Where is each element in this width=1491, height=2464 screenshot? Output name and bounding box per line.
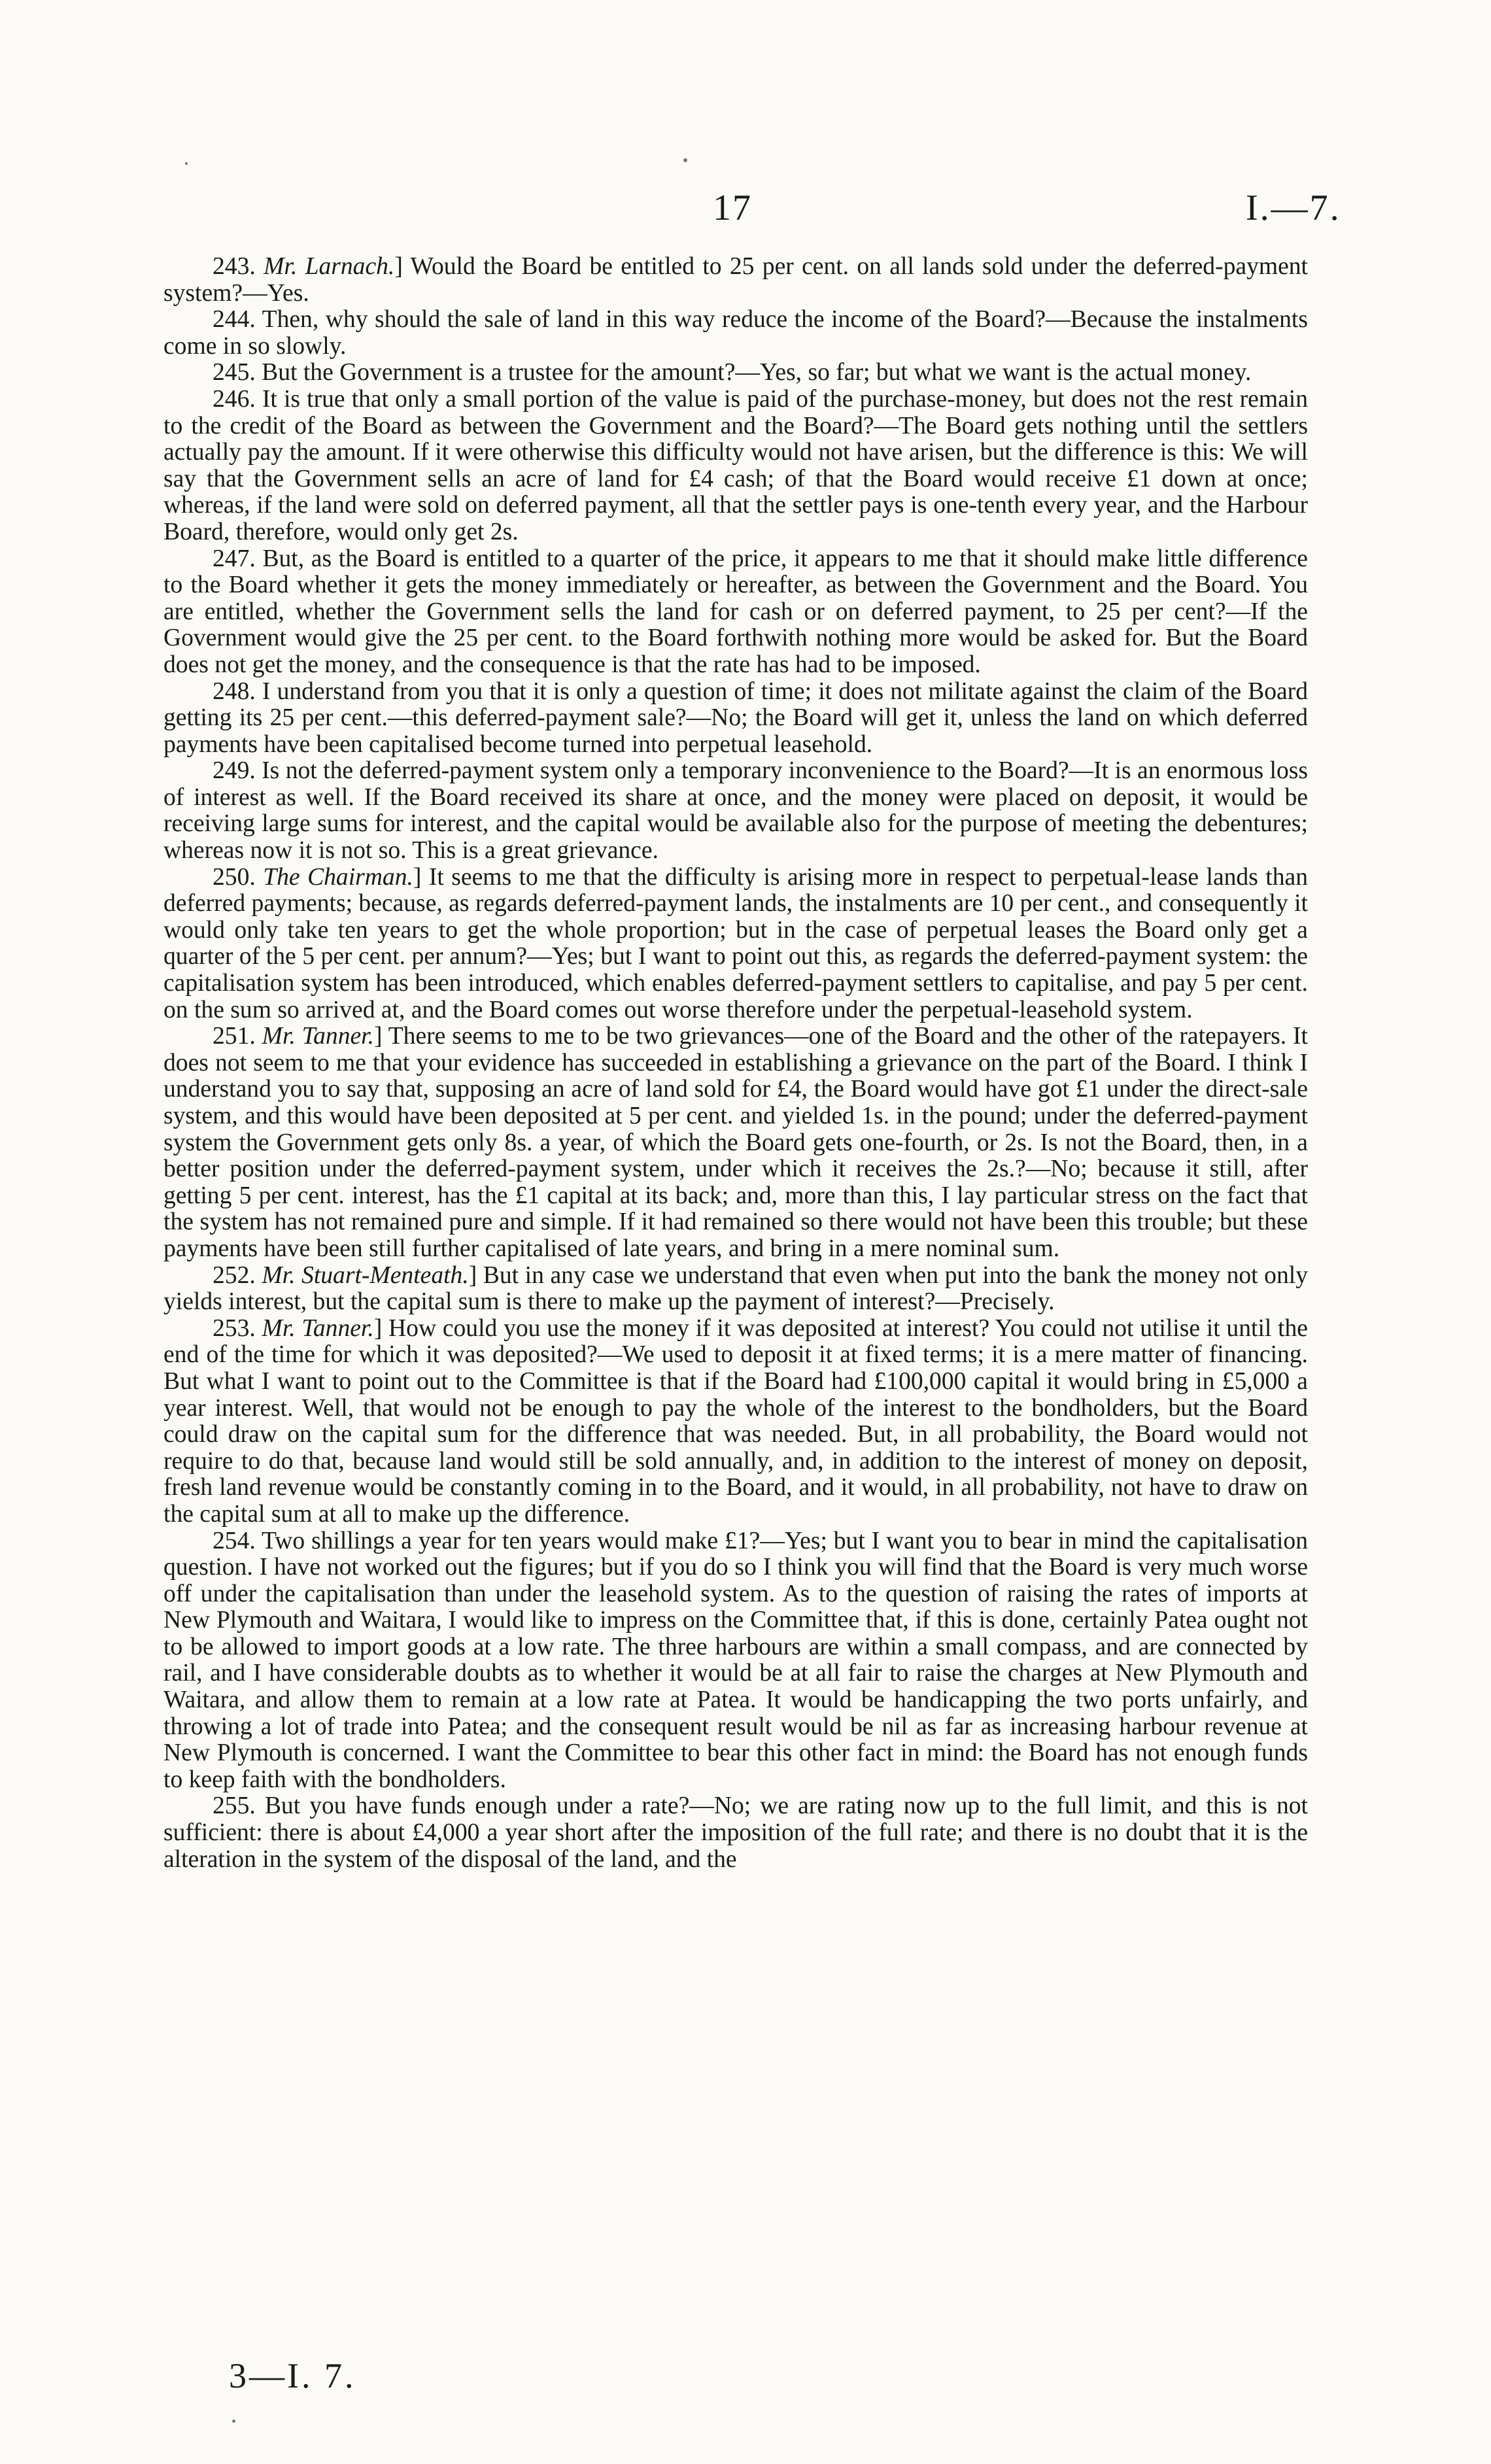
paragraph-250 — [163, 864, 1308, 1024]
paragraph-text: Is not the deferred-payment system only a temporary inconvenience to the Board?—It is an enormous loss of interest as well. If the Board received its share at once, and the money were placed on deposit, it would be receiving large sums for interest, and the capital would be available also for the purpose of meeting the debentures; whereas now it is not so. This is a great grievance. — [163, 757, 1308, 864]
paragraph-text: But you have funds enough under a rate?—No; we are rating now up to the full limit, and this is not sufficient: there is about £4,000 a year short after the imposition of the full rate; and there is no doubt that it is the alteration in the system of the disposal of the land, and the — [163, 1792, 1308, 1873]
paragraph-254 — [163, 1528, 1308, 1794]
evidence-body — [163, 254, 1308, 1873]
paragraph-248 — [163, 679, 1308, 759]
paragraph-251 — [163, 1023, 1308, 1262]
paragraph-text: ] How could you use the money if it was deposited at interest? You could not utilise it until the end of the time for which it was deposited?—We used to deposit it at fixed terms; it is a mere matter of financing. But what I want to point out to the Committee is that if the Board had £100,000 capital it would bring in £5,000 a year interest. Well, that would not be enough to pay the whole of the interest to the bondholders, but the Board could draw on the capital sum for the difference that was needed. But, in all probability, the Board would not require to do that, because land would still be sold annually, and, in addition to the interest of money on deposit, fresh land revenue would be constantly coming in to the Board, and it would, in all probability, not have to draw on the capital sum at all to make up the difference. — [163, 1314, 1308, 1528]
speaker-name: Mr. Tanner. — [262, 1023, 375, 1050]
question-number: 253. — [213, 1314, 256, 1342]
speaker-name: Mr. Stuart-Menteath. — [262, 1261, 469, 1289]
paragraph-text: But, as the Board is entitled to a quarter of the price, it appears to me that it should make little difference to the Board whether it gets the money immediately or hereafter, as between the Government and the Board. You are entitled, whether the Government sells the land for cash or on deferred payment, to 25 per cent?—If the Government would give the 25 per cent. to the Board forthwith nothing more would be asked for. But the Board does not get the money, and the consequence is that the rate has had to be imposed. — [163, 545, 1308, 678]
paragraph-text: Two shillings a year for ten years would make £1?—Yes; but I want you to bear in mind the capitalisation question. I have not worked out the figures; but if you do so I think you will find that the Board is very much worse off under the capitalisation than under the leasehold system. As to the question of raising the rates of imports at New Plymouth and Waitara, I would like to impress on the Committee that, if this is done, certainly Patea ought not to be allowed to import goods at a low rate. The three harbours are within a small compass, and are connected by rail, and I have considerable doubts as to whether it would be at all fair to raise the charges at New Plymouth and Waitara, and allow them to remain at a low rate at Patea. It would be handicapping the two ports unfairly, and throwing a lot of trade into Patea; and the consequent result would be nil as far as increasing harbour revenue at New Plymouth is concerned. I want the Committee to bear this other fact in mind: the Board has not enough funds to keep faith with the bondholders. — [163, 1527, 1309, 1793]
paragraph-text: ] There seems to me to be two grievances—one of the Board and the other of the ratepayers. It does not seem to me that your evidence has succeeded in establishing a grievance on the part of the Board. I think I understand you to say that, supposing an acre of land sold for £4, the Board would have got £1 under the direct-sale system, and this would have been deposited at 5 per cent. and yielded 1s. in the pound; under the deferred-payment system the Government gets only 8s. a year, of which the Board gets one-fourth, or 2s. Is not the Board, then, in a better position under the deferred-payment system, under which it receives the 2s.?—No; because it still, after getting 5 per cent. interest, has the £1 capital at its back; and, more than this, I lay particular stress on the fact that the system has not remained pure and simple. If it had remained so there would not have been this trouble; but these payments have been still further capitalised of late years, and bring in a mere nominal sum. — [163, 1023, 1308, 1262]
question-number: 244. — [213, 306, 256, 334]
question-number: 248. — [213, 677, 256, 705]
question-number: 255. — [213, 1792, 256, 1820]
question-number: 246. — [213, 385, 256, 413]
paragraph-text: ] Would the Board be entitled to 25 per cent. on all lands sold under the deferred-payment system?—Yes. — [163, 253, 1308, 307]
paragraph-text: Then, why should the sale of land in this way reduce the income of the Board?—Because the instalments come in so slowly. — [163, 306, 1308, 360]
paragraph-text: ] But in any case we understand that even when put into the bank the money not only yields interest, but the capital sum is there to make up the payment of interest?—Precisely. — [163, 1261, 1308, 1316]
scan-speck — [683, 158, 687, 162]
paragraph-text: I understand from you that it is only a question of time; it does not militate against the claim of the Board getting its 25 per cent.—this deferred-payment sale?—No; the Board will get it, unless the land on which deferred payments have been capitalised become turned into perpetual leasehold. — [163, 677, 1308, 758]
paragraph-text: It is true that only a small portion of the value is paid of the purchase-money, but does not the rest remain to the credit of the Board as between the Government and the Board?—The Board gets nothing until the settlers actually pay the amount. If it were otherwise this difficulty would not have arisen, but the difference is this: We will say that the Government sells an acre of land for £4 cash; of that the Board would receive £1 down at once; whereas, if the land were sold on deferred payment, all that the settler pays is one-tenth every year, and the Harbour Board, therefore, would only get 2s. — [163, 385, 1308, 545]
question-number: 254. — [213, 1527, 256, 1554]
scan-speck — [232, 2420, 235, 2423]
paragraph-243 — [163, 254, 1308, 307]
question-number: 247. — [213, 545, 256, 572]
paragraph-247 — [163, 546, 1308, 679]
paragraph-245 — [163, 360, 1308, 386]
question-number: 251. — [213, 1023, 256, 1050]
question-number: 243. — [213, 253, 256, 280]
page-number: 17 — [713, 188, 752, 228]
paragraph-252 — [163, 1263, 1308, 1316]
question-number: 252. — [213, 1261, 256, 1289]
paragraph-249 — [163, 758, 1308, 864]
paragraph-246 — [163, 386, 1308, 546]
speaker-name: Mr. Larnach. — [264, 253, 395, 280]
question-number: 250. — [213, 863, 256, 891]
paragraph-253 — [163, 1316, 1308, 1528]
page-reference: I.—7. — [1246, 188, 1341, 228]
paragraph-text: But the Government is a trustee for the amount?—Yes, so far; but what we want is the actual money. — [262, 359, 1252, 386]
paragraph-255 — [163, 1793, 1308, 1873]
speaker-name: Mr. Tanner. — [262, 1314, 374, 1342]
signature-mark: 3—I. 7. — [229, 2356, 356, 2395]
paragraph-text: ] It seems to me that the difficulty is arising more in respect to perpetual-lease lands than deferred payments; because, as regards deferred-payment lands, the instalments are 10 per cent., and consequently it would only take ten years to get the whole proportion; but in the case of perpetual leases the Board only get a quarter of the 5 per cent. per annum?—Yes; but I want to point out this, as regards the deferred-payment system: the capitalisation system has been introduced, which enables deferred-payment settlers to capitalise, and pay 5 per cent. on the sum so arrived at, and the Board comes out worse therefore under the perpetual-leasehold system. — [163, 863, 1308, 1023]
paragraph-244 — [163, 307, 1308, 360]
scan-speck — [185, 162, 188, 165]
speaker-name: The Chairman. — [263, 863, 413, 891]
question-number: 249. — [213, 757, 256, 785]
question-number: 245. — [213, 359, 256, 386]
